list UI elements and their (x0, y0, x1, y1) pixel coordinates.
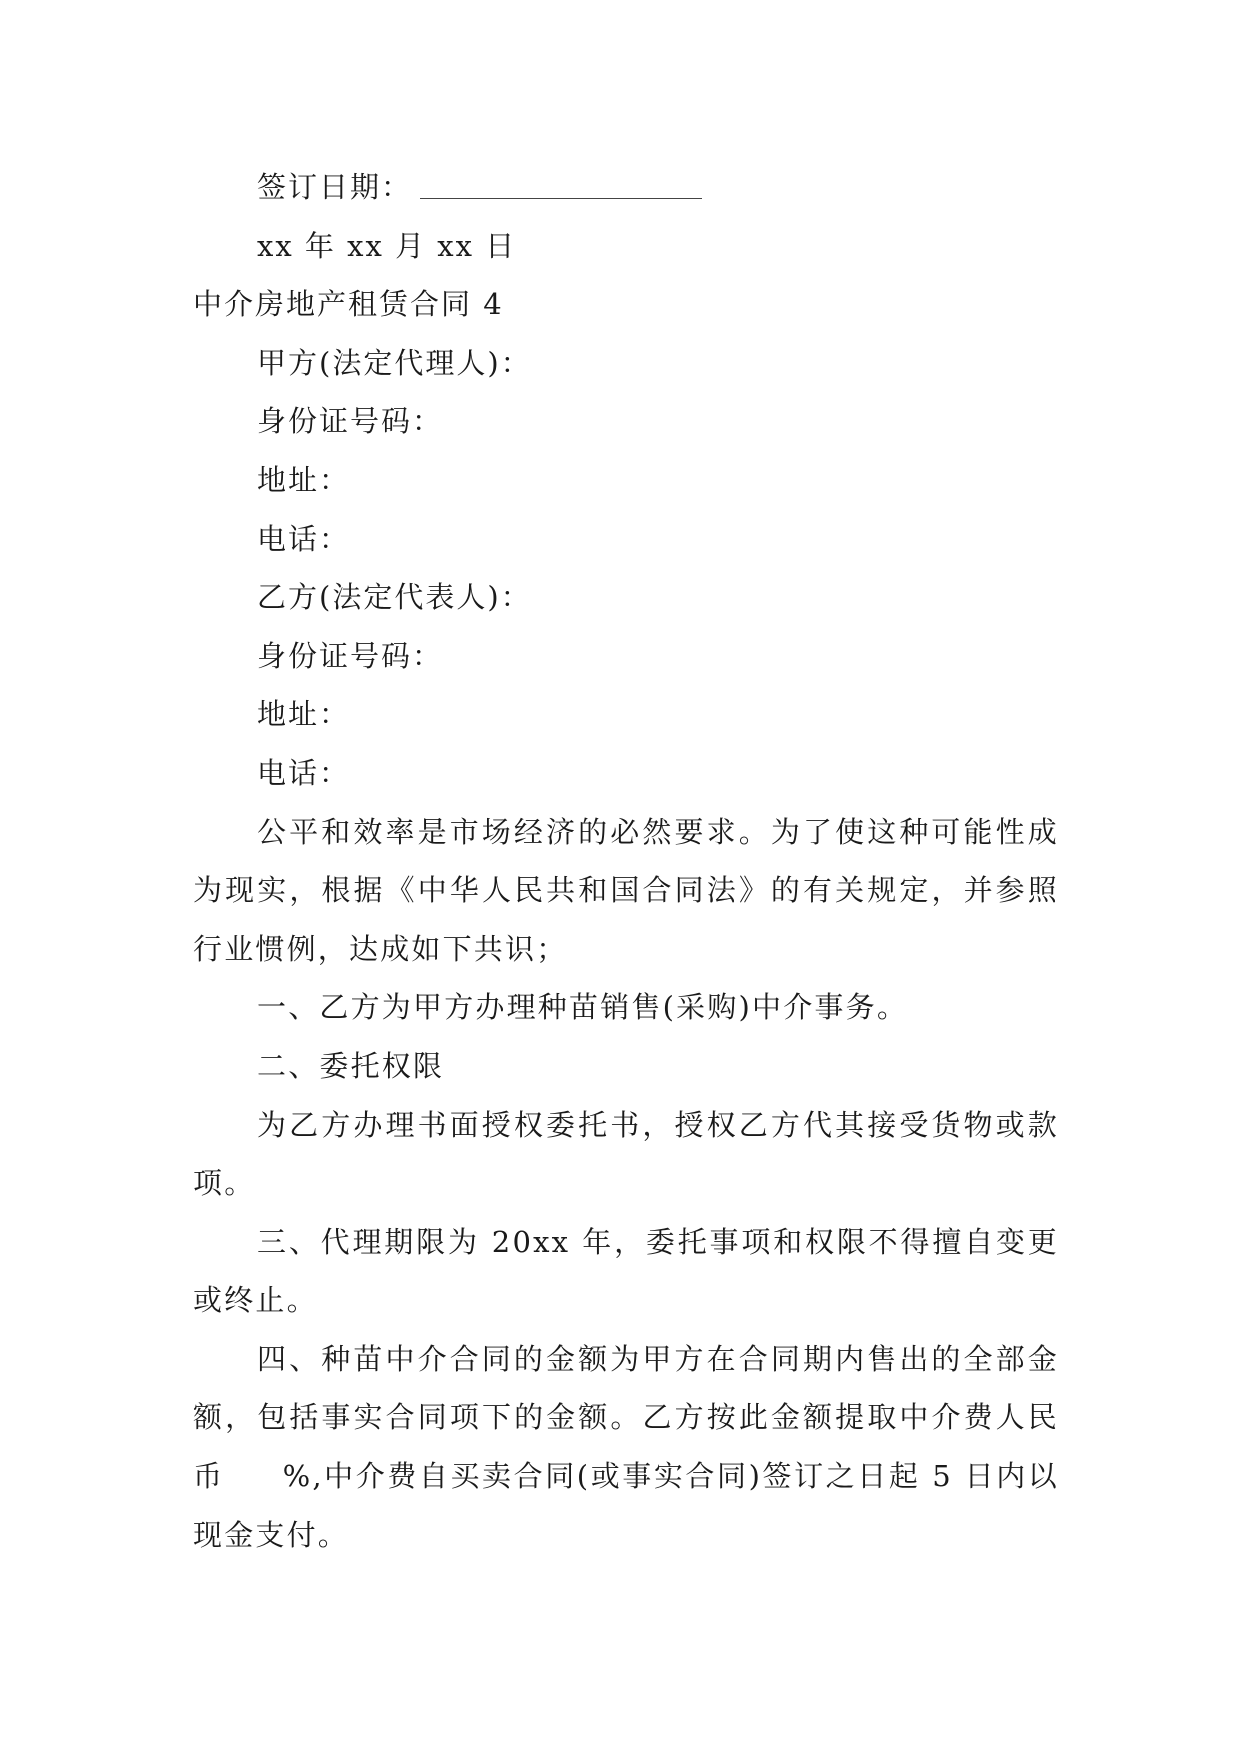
clause-4 (193, 1330, 1059, 1564)
date-line: xx 年 xx 月 xx 日 (257, 228, 517, 263)
sign-date-row (193, 158, 1059, 217)
sign-date-label: 签订日期： (257, 170, 413, 204)
party-b-label: 乙方(法定代表人)： (257, 580, 532, 615)
party-a-phone-label: 电话： (257, 521, 351, 556)
party-a-label: 甲方(法定代理人)： (257, 345, 532, 380)
clause-4-part-1: 四、种苗中介合同的金额为甲方在合同期内售出的全部金额，包括事实合同项下的金额。乙方按此金额提取中介费人民币 (193, 1341, 1059, 1494)
clause-2-title: 二、委托权限 (257, 1048, 445, 1083)
party-b-address-label: 地址： (257, 697, 351, 732)
clause-4-part-2: %,中介费自买卖合同(或事实合同)签订之日起 5 日内以现金支付。 (193, 1459, 1060, 1552)
document-body (193, 158, 1059, 1564)
contract-title: 中介房地产租赁合同 4 (193, 287, 504, 322)
clause-3: 三、代理期限为 20xx 年，委托事项和权限不得擅自变更或终止。 (193, 1224, 1059, 1318)
party-b-id-label: 身份证号码： (257, 638, 444, 673)
party-a-id-label: 身份证号码： (257, 404, 444, 439)
party-b-phone-label: 电话： (257, 755, 351, 790)
sign-date-blank (420, 174, 702, 199)
clause-1: 一、乙方为甲方办理种苗销售(采购)中介事务。 (257, 990, 909, 1025)
party-a-address-label: 地址： (257, 462, 351, 497)
clause-2-body: 为乙方办理书面授权委托书，授权乙方代其接受货物或款项。 (193, 1107, 1059, 1201)
intro-paragraph: 公平和效率是市场经济的必然要求。为了使这种可能性成为现实，根据《中华人民共和国合同法》的有关规定，并参照行业惯例，达成如下共识； (193, 814, 1059, 966)
